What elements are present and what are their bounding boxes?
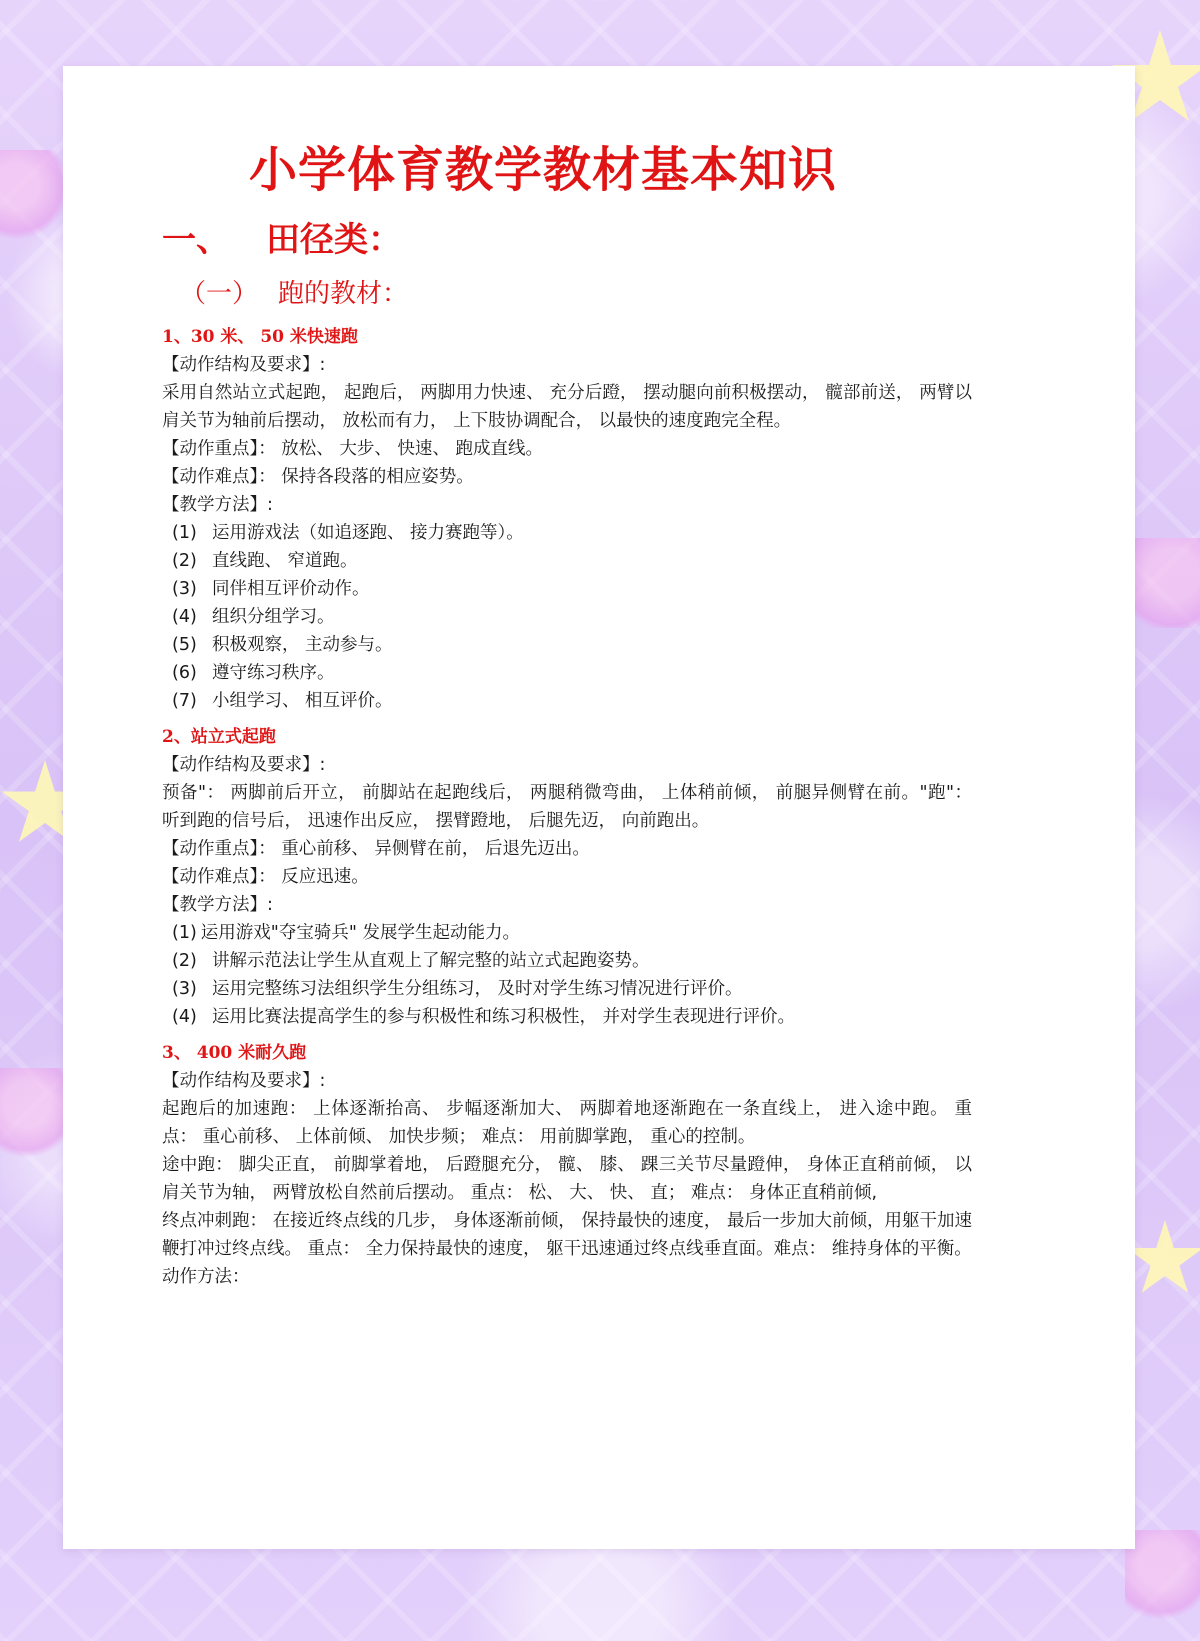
key-point: 【动作重点】： 重心前移、 异侧臂在前， 后退先迈出。 bbox=[162, 839, 590, 859]
list-item: (5) 积极观察， 主动参与。 bbox=[172, 635, 393, 655]
paragraph: 终点冲刺跑： 在接近终点线的几步， 身体逐渐前倾， 保持最快的速度， 最后一步加大前倾，用躯干加速鞭打冲过终点线。 重点： 全力保持最快的速度， 躯干迅速通过终点线垂直面。难点： 维持身体的平衡。 bbox=[162, 1211, 972, 1259]
document-content bbox=[162, 135, 972, 1291]
item-heading: 1、30 米、 50 米快速跑 bbox=[162, 327, 358, 347]
list-item: (2) 讲解示范法让学生从直观上了解完整的站立式起跑姿势。 bbox=[172, 951, 650, 971]
paragraph: 起跑后的加速跑： 上体逐渐抬高、 步幅逐渐加大、 两脚着地逐渐跑在一条直线上， 进入途中跑。 重点： 重心前移、 上体前倾、 加快步频； 难点： 用前脚掌跑， 重心的控制。 bbox=[162, 1099, 972, 1147]
list-item: (7) 小组学习、 相互评价。 bbox=[172, 691, 393, 711]
difficulty: 【动作难点】： 保持各段落的相应姿势。 bbox=[162, 467, 474, 487]
structure-label: 【动作结构及要求】: bbox=[162, 1071, 326, 1091]
methods-label: 动作方法： bbox=[162, 1267, 250, 1287]
list-item: (6) 遵守练习秩序。 bbox=[172, 663, 335, 683]
structure-label: 【动作结构及要求】: bbox=[162, 355, 326, 375]
list-item: (1) 运用游戏法（如追逐跑、 接力赛跑等）。 bbox=[172, 523, 524, 543]
item-400m-endurance bbox=[162, 1039, 972, 1291]
list-item: (2) 直线跑、 窄道跑。 bbox=[172, 551, 358, 571]
star-icon bbox=[1125, 1220, 1200, 1300]
list-item: (1) 运用游戏"夺宝骑兵" 发展学生起动能力。 bbox=[172, 923, 520, 943]
section-heading bbox=[162, 215, 972, 265]
list-item: (4) 运用比赛法提高学生的参与积极性和练习积极性， 并对学生表现进行评价。 bbox=[172, 1007, 796, 1027]
structure-text: 采用自然站立式起跑， 起跑后， 两脚用力快速、 充分后蹬， 摆动腿向前积极摆动， 髋部前送， 两臂以肩关节为轴前后摆动， 放松而有力， 上下肢协调配合， 以最快的速度跑完全程。 bbox=[162, 383, 972, 431]
subsection-heading bbox=[162, 273, 972, 315]
section-label: 田径类： bbox=[266, 220, 402, 260]
section-number: 一、 bbox=[162, 220, 230, 260]
list-item: (4) 组织分组学习。 bbox=[172, 607, 335, 627]
decor-heart bbox=[1125, 1530, 1200, 1620]
item-heading: 3、 400 米耐久跑 bbox=[162, 1043, 307, 1063]
subsection-number: （一） bbox=[180, 279, 259, 309]
structure-text: 预备"： 两脚前后开立， 前脚站在起跑线后， 两腿稍微弯曲， 上体稍前倾， 前腿异侧臂在前。"跑"： 听到跑的信号后， 迅速作出反应， 摆臂蹬地， 后腿先迈， 向前跑出。 bbox=[162, 783, 972, 831]
item-heading: 2、站立式起跑 bbox=[162, 727, 276, 747]
list-item: (3) 运用完整练习法组织学生分组练习， 及时对学生练习情况进行评价。 bbox=[172, 979, 743, 999]
list-item: (3) 同伴相互评价动作。 bbox=[172, 579, 370, 599]
structure-label: 【动作结构及要求】: bbox=[162, 755, 326, 775]
key-point: 【动作重点】： 放松、 大步、 快速、 跑成直线。 bbox=[162, 439, 543, 459]
item-30-50m-sprint bbox=[162, 323, 972, 715]
methods-label: 【教学方法】: bbox=[162, 895, 273, 915]
decor-heart bbox=[1130, 538, 1200, 628]
paragraph: 途中跑： 脚尖正直， 前脚掌着地， 后蹬腿充分， 髋、 膝、 踝三关节尽量蹬伸， 身体正直稍前倾， 以肩关节为轴， 两臂放松自然前后摆动。 重点： 松、 大、 快、 直； 难点： 身体正直稍前倾, bbox=[162, 1155, 972, 1203]
item-standing-start bbox=[162, 723, 972, 1031]
decor-heart bbox=[0, 150, 70, 240]
methods-label: 【教学方法】: bbox=[162, 495, 273, 515]
document-title: 小学体育教学教材基本知识 bbox=[248, 142, 837, 198]
difficulty: 【动作难点】： 反应迅速。 bbox=[162, 867, 369, 887]
subsection-label: 跑的教材： bbox=[278, 279, 409, 309]
